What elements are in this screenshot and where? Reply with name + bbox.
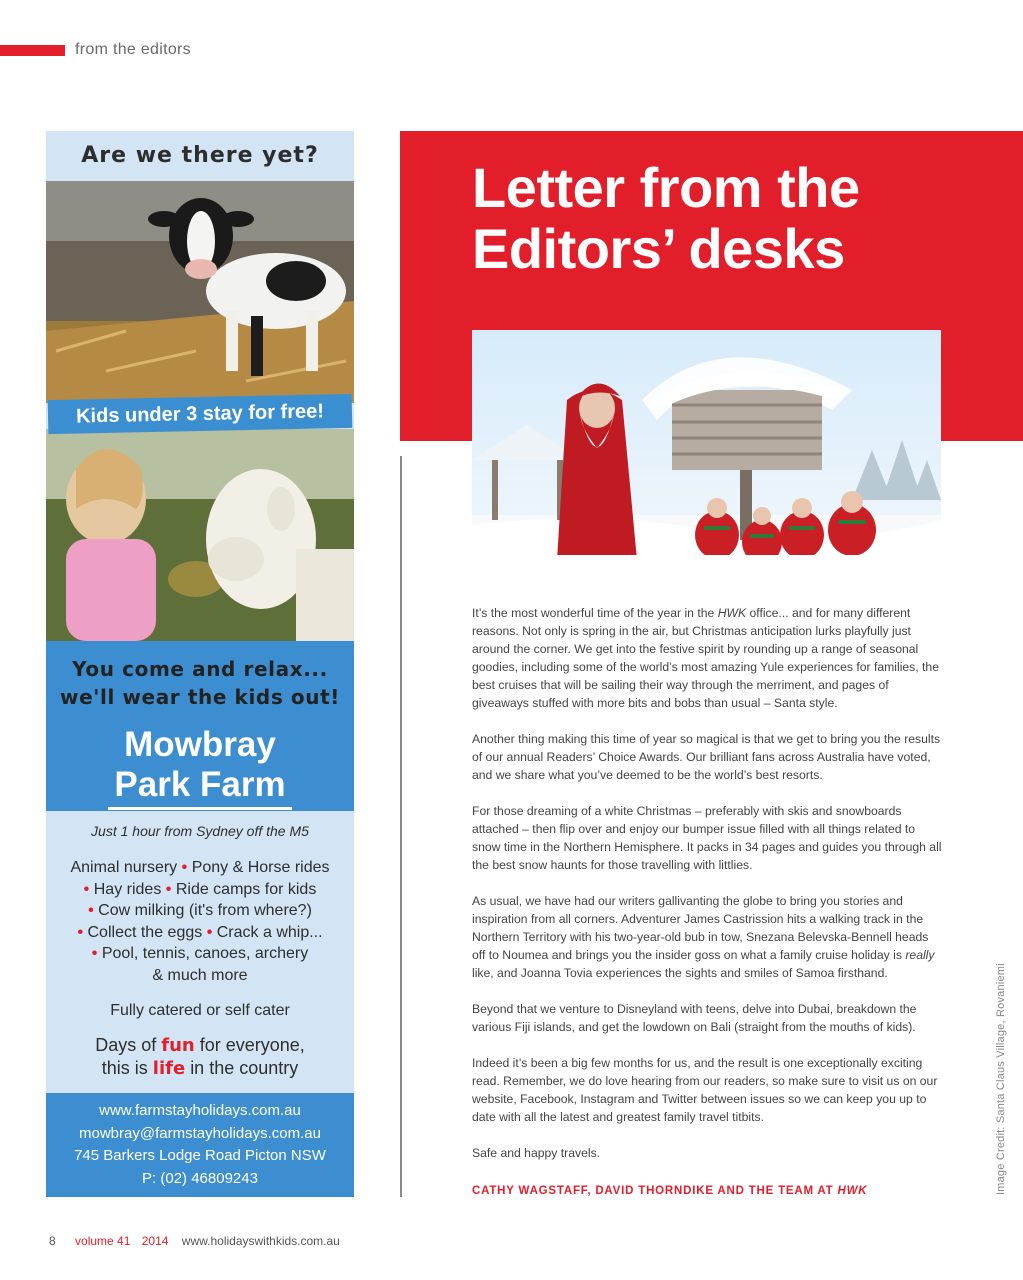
farm-advertisement: [46, 131, 354, 1197]
bullet-icon: •: [206, 923, 213, 941]
farm-details: [46, 811, 354, 1091]
paragraph: Beyond that we venture to Disneyland with teens, delve into Dubai, breakdown the various Fiji islands, and get the lowdown on Bali (straight from the mouths of kids).: [472, 1002, 917, 1034]
section-label: from the editors: [75, 41, 191, 58]
feature-item: Collect the eggs: [87, 923, 203, 941]
days-slogan: [46, 1034, 354, 1080]
slogan-text: Days of: [95, 1035, 157, 1055]
paragraph-text: As usual, we have had our writers gallivanting the globe to bring you stories and inspiration from all corners. Adventurer James Castrission hits a walking track in the Northern Territory with his two-year-old bub in tow, Snezana Belevska-Bennell heads off to Noumea and brings you the insider goss on what a family cruise holiday is: [472, 894, 929, 962]
feature-list: [46, 857, 354, 986]
feature-item: Hay rides: [93, 880, 162, 898]
farm-address: 745 Barkers Lodge Road Picton NSW: [74, 1147, 326, 1164]
farm-website-link[interactable]: www.farmstayholidays.com.au: [99, 1102, 301, 1119]
magazine-name: HWK: [837, 1185, 868, 1197]
slogan-text: in the country: [190, 1058, 299, 1078]
article-body: [472, 604, 942, 1180]
bullet-icon: •: [83, 880, 90, 898]
emphasis: really: [905, 948, 935, 962]
paragraph-text: office... and for many different reasons. Not only is spring in the air, but Christmas anticipation lurks playfully just around the corner. We get into the festive spirit by rounding up a range of seasonal goodies, including some of the world’s most amazing Yule experiences for families, the best cruises that will be sailing their way through the merriment, and pages of giveaways stuffed with more bits and bobs than usual – Santa style.: [472, 606, 939, 710]
catering-note: Fully catered or self cater: [110, 1002, 290, 1019]
bullet-icon: •: [91, 945, 98, 962]
magazine-name: HWK: [717, 606, 747, 620]
alpaca-photo: [46, 429, 354, 641]
feature-item: Pony & Horse rides: [191, 859, 330, 876]
farm-phone: P: (02) 46809243: [142, 1169, 258, 1187]
title-line-2: Editors’ desks: [472, 217, 845, 280]
paragraph: Indeed it’s been a big few months for us, and the result is one exceptionally exciting read. Remember, we do love hearing from our readers, so make sure to visit us on our website, Facebook, Instagram and Twitter between issues so we can keep you up to date with all the latest and greatest family travel titbits.: [472, 1056, 938, 1124]
feature-item: Ride camps for kids: [175, 880, 317, 898]
bullet-icon: •: [165, 880, 172, 898]
bullet-icon: •: [181, 859, 188, 876]
signoff-names: CATHY WAGSTAFF, DAVID THORNDIKE AND THE TEAM AT: [472, 1185, 834, 1197]
slogan-life: life: [152, 1058, 186, 1079]
paragraph: For those dreaming of a white Christmas – preferably with skis and snowboards attached – then flip over and enjoy our bumper issue filled with all things related to snow time in the Northern Hemisphere. It packs in 34 pages and guides you through all the best snow haunts for those travelling with littlies.: [472, 804, 942, 872]
farm-email-link[interactable]: mowbray@farmstayholidays.com.au: [79, 1124, 321, 1142]
slogan-text: for everyone,: [199, 1035, 305, 1055]
paragraph: Another thing making this time of year so magical is that we get to bring you the results of our annual Readers’ Choice Awards. Our brilliant fans across Australia have voted, and we share what you’ve deemed to be the world’s best resorts.: [472, 732, 941, 782]
farm-contact: [46, 1093, 354, 1197]
slogan-text: this is: [101, 1058, 148, 1078]
paragraph: [472, 892, 942, 982]
farm-distance: Just 1 hour from Sydney off the M5: [91, 823, 309, 839]
farm-name-underline: [108, 807, 292, 810]
year-label: 2014: [141, 1234, 169, 1248]
feature-item: Animal nursery: [70, 859, 178, 876]
feature-item: Crack a whip...: [216, 923, 323, 941]
article-title: [472, 157, 860, 279]
article-signoff: [472, 1185, 867, 1197]
title-line-1: Letter from the: [472, 156, 860, 219]
farm-name-line-1: Mowbray: [124, 725, 276, 764]
volume-label: volume 41: [75, 1234, 131, 1248]
ad-tagline: Are we there yet?: [81, 143, 319, 168]
page-number: 8: [49, 1234, 56, 1248]
relax-line-2: we'll wear the kids out!: [60, 685, 340, 709]
paragraph: Safe and happy travels.: [472, 1146, 601, 1160]
feature-item: & much more: [152, 966, 248, 984]
image-credit: Image Credit: Santa Claus Village, Rovaniemi: [995, 963, 1007, 1195]
calf-photo: [46, 181, 354, 403]
paragraph-text: It’s the most wonderful time of the year in the: [472, 606, 715, 620]
farm-name-panel: [46, 641, 354, 811]
footer-website-link[interactable]: www.holidayswithkids.com.au: [181, 1234, 340, 1248]
feature-item: Cow milking (it's from where?): [98, 902, 312, 919]
feature-item: Pool, tennis, canoes, archery: [101, 945, 309, 962]
slogan-fun: fun: [161, 1035, 195, 1056]
farm-name-line-2: Park Farm: [114, 765, 286, 804]
section-color-bar: [0, 45, 65, 56]
bullet-icon: •: [88, 902, 94, 919]
column-divider: [400, 456, 402, 1197]
santa-photo: [472, 330, 941, 577]
free-stay-ribbon: Kids under 3 stay for free!: [48, 394, 353, 434]
paragraph: [472, 604, 942, 712]
bullet-icon: •: [77, 923, 84, 941]
relax-line-1: You come and relax...: [72, 657, 328, 681]
paragraph-text: like, and Joanna Tovia experiences the sights and smiles of Samoa firsthand.: [472, 966, 888, 980]
page-footer: [49, 1234, 340, 1248]
